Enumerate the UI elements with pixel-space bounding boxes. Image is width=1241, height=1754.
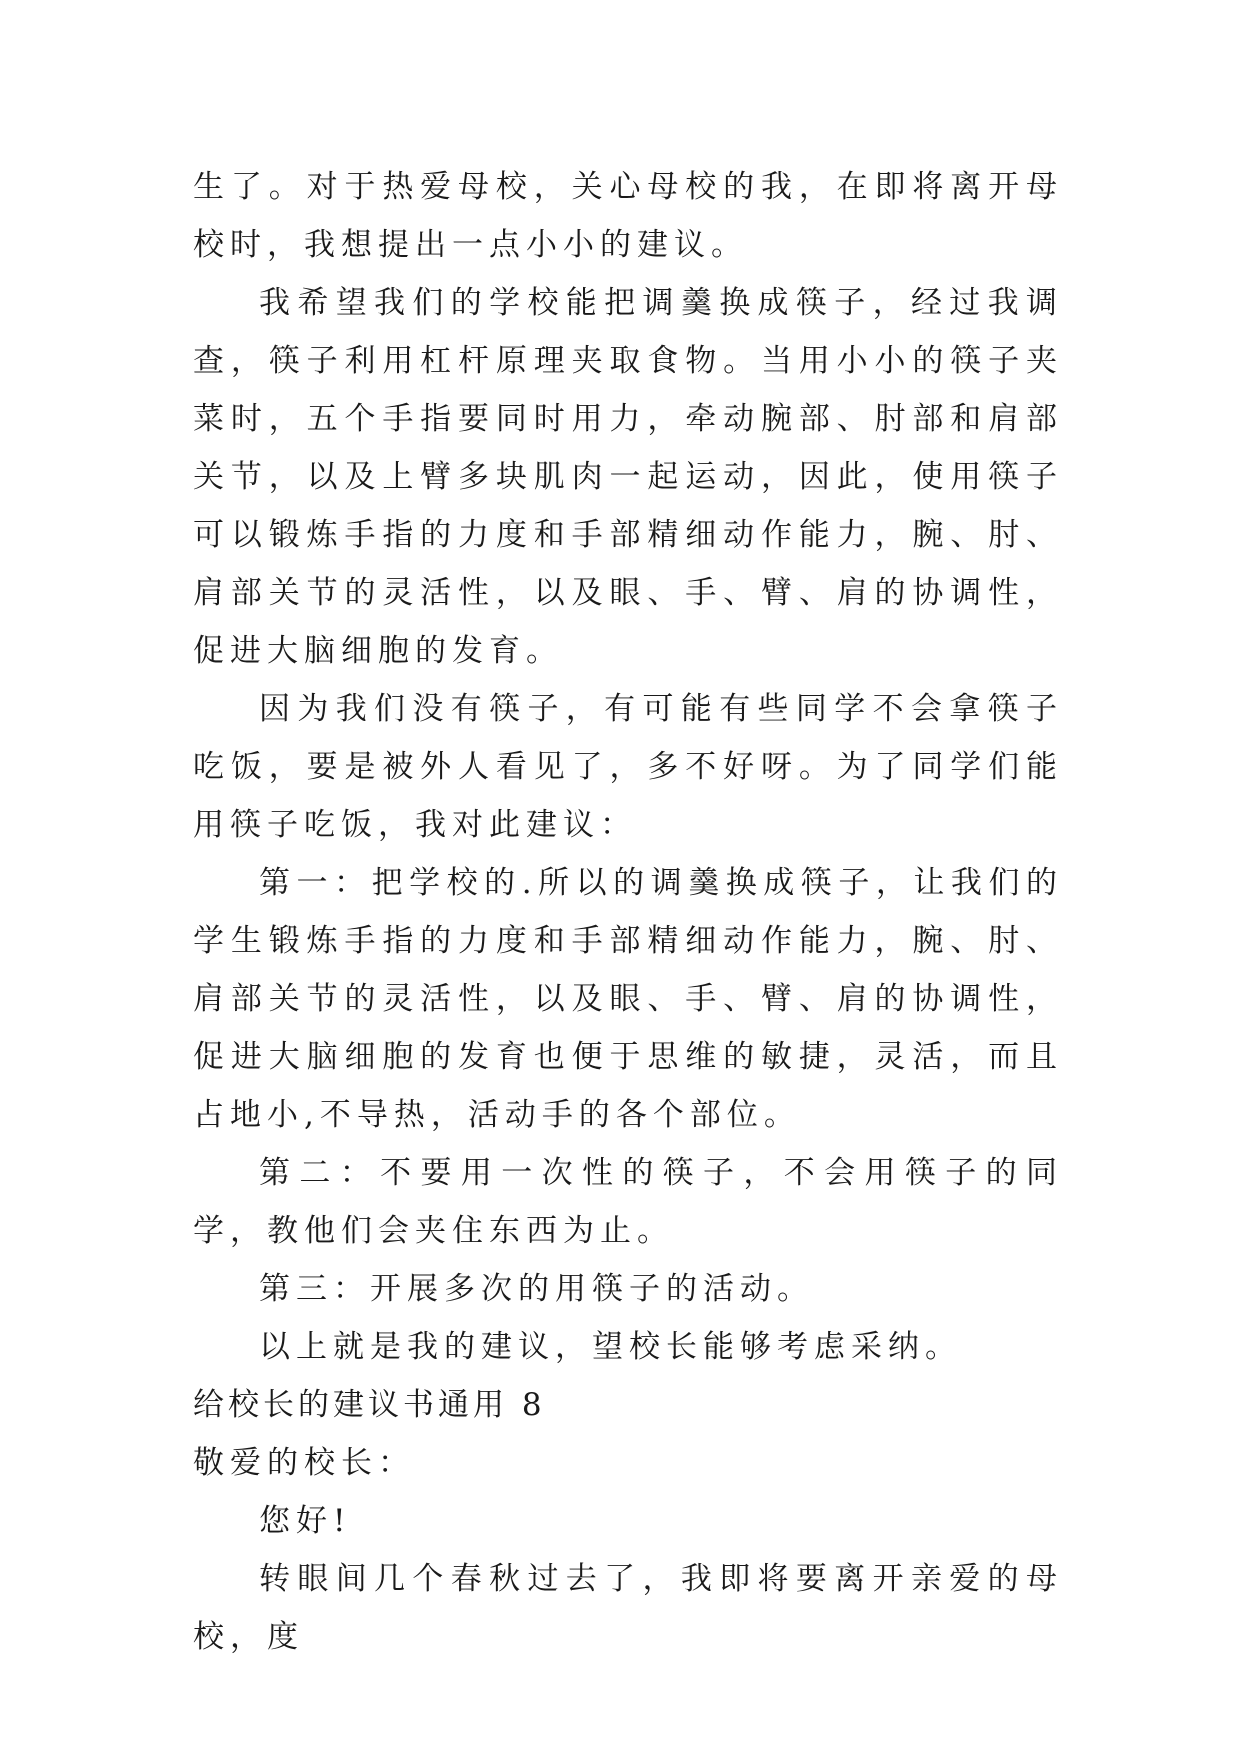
paragraph-new-letter-opening: 转眼间几个春秋过去了，我即将要离开亲爱的母校，度 [193, 1561, 1063, 1655]
section-heading: 给校长的建议书通用 8 [193, 1387, 546, 1423]
document-body [193, 158, 1063, 1666]
paragraph-suggestion-two: 第二：不要用一次性的筷子，不会用筷子的同学，教他们会夹住东西为止。 [193, 1155, 1063, 1249]
paragraph-intro-continuation: 生了。对于热爱母校，关心母校的我，在即将离开母校时，我想提出一点小小的建议。 [193, 169, 1063, 263]
salutation: 敬爱的校长： [193, 1445, 415, 1481]
greeting: 您好! [259, 1503, 352, 1539]
paragraph-reason: 因为我们没有筷子，有可能有些同学不会拿筷子吃饭，要是被外人看见了，多不好呀。为了同学们能用筷子吃饭，我对此建议： [193, 691, 1063, 843]
paragraph-closing: 以上就是我的建议，望校长能够考虑采纳。 [259, 1329, 962, 1365]
paragraph-suggestion-three: 第三：开展多次的用筷子的活动。 [259, 1271, 814, 1307]
paragraph-suggestion-one: 第一：把学校的.所以的调羹换成筷子，让我们的学生锻炼手指的力度和手部精细动作能力，腕、肘、肩部关节的灵活性，以及眼、手、臂、肩的协调性，促进大脑细胞的发育也便于思维的敏捷，灵活，而且占地小,不导热，活动手的各个部位。 [193, 865, 1063, 1133]
paragraph-chopsticks-proposal: 我希望我们的学校能把调羹换成筷子，经过我调查，筷子利用杠杆原理夹取食物。当用小小的筷子夹菜时，五个手指要同时用力，牵动腕部、肘部和肩部关节，以及上臂多块肌肉一起运动，因此，使用筷子可以锻炼手指的力度和手部精细动作能力，腕、肘、肩部关节的灵活性，以及眼、手、臂、肩的协调性，促进大脑细胞的发育。 [193, 285, 1063, 669]
